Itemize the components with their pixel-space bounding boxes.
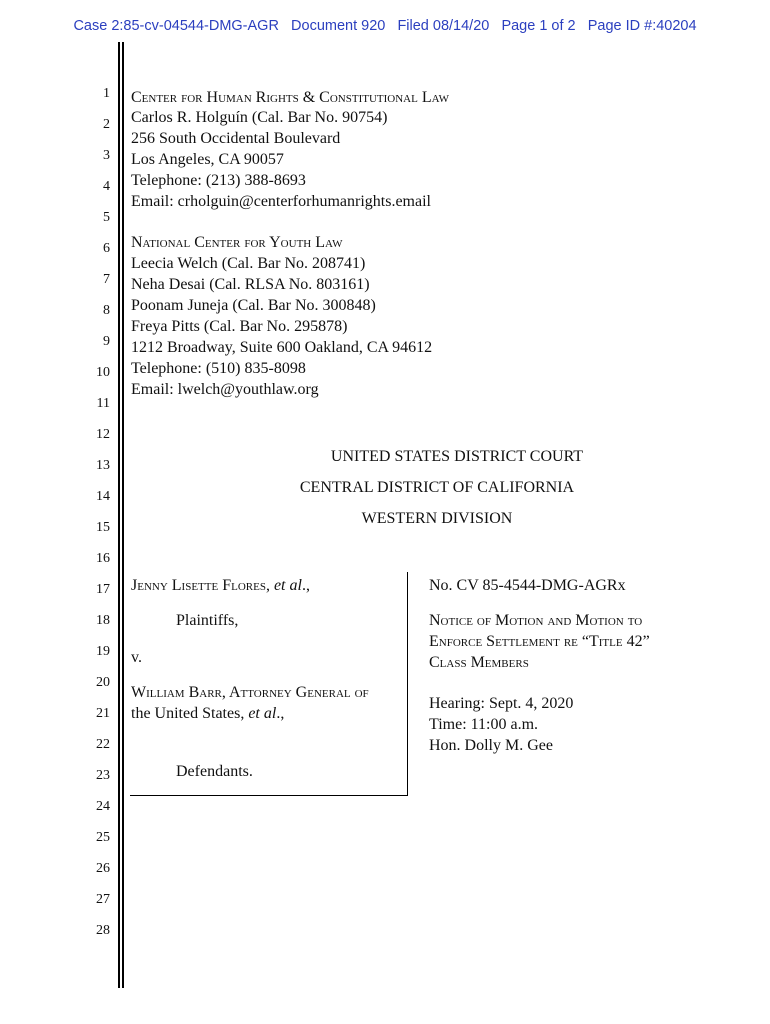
header-case-number: Case 2:85-cv-04544-DMG-AGR xyxy=(73,18,279,34)
line-number: 8 xyxy=(103,303,110,318)
header-filed-date: Filed 08/14/20 xyxy=(397,18,490,34)
line-number: 20 xyxy=(96,675,110,690)
counsel2-org: National Center for Youth Law xyxy=(131,234,343,251)
line-number: 7 xyxy=(103,272,110,287)
plaintiff-name-text: Jenny Lisette Flores, xyxy=(131,577,274,594)
line-number: 9 xyxy=(103,334,110,349)
counsel1-email: Email: crholguin@centerforhumanrights.email xyxy=(131,193,431,210)
line-number: 22 xyxy=(96,737,110,752)
caption-divider xyxy=(407,572,408,796)
line-number: 14 xyxy=(96,489,110,504)
counsel2-phone: Telephone: (510) 835-8098 xyxy=(131,360,306,377)
plaintiff-name xyxy=(131,576,310,596)
counsel2-attorney: Freya Pitts (Cal. Bar No. 295878) xyxy=(131,318,348,335)
plaintiff-tail: ., xyxy=(301,577,310,594)
defendant-name-text: William Barr, Attorney General of xyxy=(131,684,369,701)
caption-underline xyxy=(130,795,408,796)
margin-rule-outer xyxy=(118,42,120,988)
case-number: No. CV 85-4544-DMG-AGRx xyxy=(429,577,626,594)
margin-rule-inner xyxy=(122,42,124,988)
motion-title-line3: Class Members xyxy=(429,654,529,671)
ecf-header xyxy=(0,18,770,34)
defendant-name xyxy=(131,683,369,703)
line-number: 24 xyxy=(96,799,110,814)
court-name: UNITED STATES DISTRICT COURT xyxy=(330,448,584,465)
court-division: WESTERN DIVISION xyxy=(361,510,513,527)
line-number: 21 xyxy=(96,706,110,721)
counsel2-attorney: Poonam Juneja (Cal. Bar No. 300848) xyxy=(131,297,376,314)
counsel2-attorney: Leecia Welch (Cal. Bar No. 208741) xyxy=(131,255,366,272)
counsel1-attorney: Carlos R. Holguín (Cal. Bar No. 90754) xyxy=(131,109,388,126)
defendants-label: Defendants. xyxy=(176,763,253,780)
counsel2-address: 1212 Broadway, Suite 600 Oakland, CA 94612 xyxy=(131,339,433,356)
defendant-line2 xyxy=(131,704,284,724)
counsel2-attorney: Neha Desai (Cal. RLSA No. 803161) xyxy=(131,276,370,293)
line-number: 10 xyxy=(96,365,110,380)
counsel1-address2: Los Angeles, CA 90057 xyxy=(131,151,284,168)
header-page-id: Page ID #:40204 xyxy=(587,18,697,34)
line-number: 27 xyxy=(96,892,110,907)
plaintiffs-label: Plaintiffs, xyxy=(176,612,239,629)
line-number: 13 xyxy=(96,458,110,473)
defendant-line2-text: the United States, xyxy=(131,705,249,722)
defendant-tail: ., xyxy=(276,705,285,722)
line-number: 16 xyxy=(96,551,110,566)
line-number: 3 xyxy=(103,148,110,163)
counsel1-phone: Telephone: (213) 388-8693 xyxy=(131,172,306,189)
line-number: 18 xyxy=(96,613,110,628)
judge: Hon. Dolly M. Gee xyxy=(429,737,553,754)
hearing-date: Hearing: Sept. 4, 2020 xyxy=(429,695,574,712)
line-number: 1 xyxy=(103,86,110,101)
plaintiff-etal: et al xyxy=(273,577,302,594)
defendant-etal: et al xyxy=(248,705,277,722)
line-number: 5 xyxy=(103,210,110,225)
court-district: CENTRAL DISTRICT OF CALIFORNIA xyxy=(299,479,575,496)
line-number: 11 xyxy=(96,396,110,411)
hearing-time: Time: 11:00 a.m. xyxy=(429,716,539,733)
line-number: 6 xyxy=(103,241,110,256)
line-number: 12 xyxy=(96,427,110,442)
line-number: 17 xyxy=(96,582,110,597)
motion-title-line1: Notice of Motion and Motion to xyxy=(429,612,643,629)
line-number: 2 xyxy=(103,117,110,132)
line-number: 25 xyxy=(96,830,110,845)
versus: v. xyxy=(131,649,142,666)
header-document: Document 920 xyxy=(291,18,386,34)
line-number: 23 xyxy=(96,768,110,783)
counsel1-org: Center for Human Rights & Constitutional Law xyxy=(131,89,450,106)
line-number: 15 xyxy=(96,520,110,535)
line-number: 19 xyxy=(96,644,110,659)
motion-title-line2: Enforce Settlement re “Title 42” xyxy=(429,633,650,650)
line-number: 28 xyxy=(96,923,110,938)
header-page: Page 1 of 2 xyxy=(501,18,576,34)
counsel1-address1: 256 South Occidental Boulevard xyxy=(131,130,341,147)
line-number: 4 xyxy=(103,179,110,194)
line-number: 26 xyxy=(96,861,110,876)
counsel2-email: Email: lwelch@youthlaw.org xyxy=(131,381,319,398)
